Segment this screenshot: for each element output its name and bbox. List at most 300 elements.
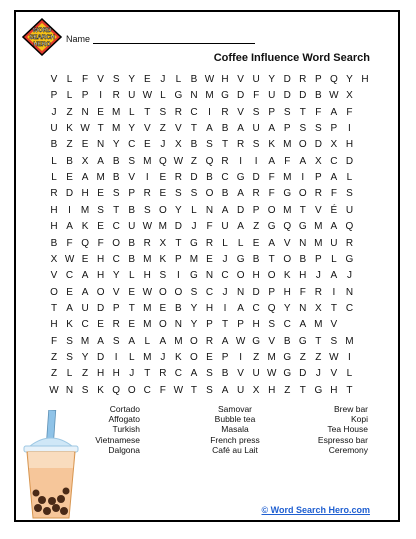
grid-letter[interactable]: C [221, 172, 229, 184]
grid-letter[interactable]: E [143, 139, 151, 151]
grid-letter[interactable]: L [128, 106, 135, 118]
grid-letter[interactable]: R [112, 90, 120, 102]
grid-letter[interactable]: W [142, 90, 153, 102]
grid-letter[interactable]: M [143, 351, 152, 363]
grid-letter[interactable]: X [315, 155, 322, 167]
grid-letter[interactable]: N [299, 302, 307, 314]
grid-letter[interactable]: R [143, 237, 151, 249]
grid-letter[interactable]: W [142, 221, 153, 233]
grid-letter[interactable]: H [97, 253, 105, 265]
grid-letter[interactable]: T [346, 384, 353, 396]
grid-letter[interactable]: T [221, 139, 229, 151]
grid-letter[interactable]: X [252, 384, 260, 396]
grid-letter[interactable]: U [252, 368, 260, 380]
grid-letter[interactable]: V [330, 368, 338, 380]
grid-letter[interactable]: S [190, 188, 198, 200]
grid-letter[interactable]: T [144, 106, 151, 118]
grid-letter[interactable]: S [268, 319, 276, 331]
grid-letter[interactable]: P [315, 172, 322, 184]
grid-letter[interactable]: W [173, 384, 184, 396]
grid-letter[interactable]: E [97, 188, 104, 200]
grid-letter[interactable]: A [330, 270, 338, 282]
grid-letter[interactable]: R [143, 188, 151, 200]
grid-letter[interactable]: P [283, 123, 291, 135]
grid-letter[interactable]: T [97, 123, 104, 135]
grid-letter[interactable]: T [144, 368, 151, 380]
grid-letter[interactable]: B [252, 253, 260, 265]
grid-letter[interactable]: S [112, 74, 120, 85]
grid-letter[interactable]: U [252, 74, 260, 85]
grid-letter[interactable]: H [81, 188, 89, 200]
grid-letter[interactable]: V [143, 123, 151, 135]
grid-letter[interactable]: M [314, 221, 323, 233]
grid-letter[interactable]: E [66, 172, 73, 184]
grid-letter[interactable]: P [221, 351, 229, 363]
grid-letter[interactable]: I [223, 302, 227, 314]
grid-letter[interactable]: O [267, 204, 276, 216]
grid-letter[interactable]: O [283, 253, 292, 265]
grid-letter[interactable]: T [299, 106, 306, 118]
grid-letter[interactable]: B [128, 237, 136, 249]
grid-letter[interactable]: D [314, 139, 322, 151]
grid-letter[interactable]: M [143, 302, 152, 314]
grid-letter[interactable]: É [330, 204, 338, 216]
grid-letter[interactable]: Z [315, 351, 322, 363]
grid-letter[interactable]: M [283, 172, 292, 184]
grid-letter[interactable]: A [97, 155, 104, 167]
grid-letter[interactable]: F [206, 221, 213, 233]
grid-letter[interactable]: C [174, 368, 182, 380]
grid-letter[interactable]: X [315, 302, 322, 314]
grid-letter[interactable]: L [175, 74, 182, 85]
grid-letter[interactable]: T [330, 302, 337, 314]
grid-letter[interactable]: L [51, 155, 57, 167]
grid-letter[interactable]: S [112, 335, 120, 347]
grid-letter[interactable]: B [128, 204, 136, 216]
grid-letter[interactable]: I [239, 155, 242, 167]
grid-letter[interactable]: T [299, 384, 306, 396]
grid-letter[interactable]: W [329, 90, 339, 102]
grid-letter[interactable]: R [50, 188, 58, 200]
grid-letter[interactable]: G [236, 172, 245, 184]
grid-letter[interactable]: A [268, 155, 276, 167]
grid-letter[interactable]: F [299, 286, 306, 298]
grid-letter[interactable]: S [66, 351, 73, 363]
grid-letter[interactable]: S [112, 188, 120, 200]
grid-letter[interactable]: L [237, 237, 244, 249]
credit-link[interactable]: © Word Search Hero.com [261, 505, 370, 515]
grid-letter[interactable]: Q [345, 221, 354, 233]
grid-letter[interactable]: H [143, 270, 151, 282]
grid-letter[interactable]: V [283, 237, 291, 249]
grid-letter[interactable]: A [330, 106, 338, 118]
grid-letter[interactable]: C [143, 384, 151, 396]
grid-letter[interactable]: H [112, 368, 120, 380]
grid-letter[interactable]: L [128, 351, 135, 363]
grid-letter[interactable]: B [315, 90, 322, 102]
grid-letter[interactable]: Y [190, 319, 198, 331]
grid-letter[interactable]: W [64, 253, 75, 265]
grid-letter[interactable]: Y [268, 74, 276, 85]
grid-letter[interactable]: Q [330, 74, 338, 85]
grid-letter[interactable]: A [159, 335, 167, 347]
grid-letter[interactable]: Q [283, 221, 292, 233]
grid-letter[interactable]: I [348, 123, 351, 135]
grid-letter[interactable]: R [299, 74, 307, 85]
grid-letter[interactable]: H [50, 221, 58, 233]
grid-letter[interactable]: M [143, 319, 152, 331]
grid-letter[interactable]: B [221, 368, 229, 380]
grid-letter[interactable]: B [128, 253, 136, 265]
grid-letter[interactable]: W [204, 74, 215, 85]
grid-letter[interactable]: H [330, 384, 338, 396]
grid-letter[interactable]: P [330, 123, 338, 135]
grid-letter[interactable]: O [158, 319, 167, 331]
grid-letter[interactable]: H [345, 139, 354, 151]
grid-letter[interactable]: Z [66, 106, 73, 118]
grid-letter[interactable]: M [345, 335, 354, 347]
grid-letter[interactable]: I [348, 351, 351, 363]
grid-letter[interactable]: X [50, 253, 58, 265]
grid-letter[interactable]: H [268, 384, 276, 396]
grid-letter[interactable]: P [50, 90, 58, 102]
grid-letter[interactable]: D [252, 172, 260, 184]
grid-letter[interactable]: K [66, 123, 73, 135]
grid-letter[interactable]: I [99, 90, 103, 102]
grid-letter[interactable]: S [283, 106, 291, 118]
grid-letter[interactable]: M [143, 155, 152, 167]
grid-letter[interactable]: R [112, 319, 120, 331]
grid-letter[interactable]: J [346, 270, 352, 282]
grid-letter[interactable]: O [158, 204, 167, 216]
grid-letter[interactable]: U [50, 123, 58, 135]
grid-letter[interactable]: F [284, 155, 291, 167]
grid-letter[interactable]: P [268, 286, 276, 298]
grid-letter[interactable]: D [174, 221, 182, 233]
grid-letter[interactable]: J [222, 286, 228, 298]
grid-letter[interactable]: J [51, 106, 57, 118]
grid-letter[interactable]: F [315, 106, 322, 118]
grid-letter[interactable]: P [252, 204, 260, 216]
grid-letter[interactable]: A [221, 204, 229, 216]
grid-letter[interactable]: S [346, 188, 353, 200]
grid-letter[interactable]: S [330, 335, 338, 347]
grid-letter[interactable]: C [205, 286, 214, 298]
grid-letter[interactable]: E [97, 221, 104, 233]
grid-letter[interactable]: N [190, 90, 198, 102]
grid-letter[interactable]: D [283, 74, 291, 85]
grid-letter[interactable]: N [205, 270, 214, 282]
grid-letter[interactable]: F [268, 172, 275, 184]
grid-letter[interactable]: B [299, 253, 307, 265]
grid-letter[interactable]: L [66, 90, 73, 102]
grid-letter[interactable]: D [190, 172, 198, 184]
grid-letter[interactable]: B [206, 172, 213, 184]
grid-letter[interactable]: I [208, 106, 211, 118]
grid-letter[interactable]: W [142, 286, 153, 298]
grid-letter[interactable]: S [66, 335, 73, 347]
grid-letter[interactable]: B [221, 123, 229, 135]
grid-letter[interactable]: H [50, 319, 58, 331]
grid-letter[interactable]: W [49, 384, 59, 396]
grid-letter[interactable]: J [160, 74, 166, 85]
grid-letter[interactable]: G [267, 221, 276, 233]
grid-letter[interactable]: A [81, 172, 89, 184]
grid-letter[interactable]: P [81, 90, 89, 102]
grid-letter[interactable]: R [159, 368, 167, 380]
grid-letter[interactable]: G [283, 351, 292, 363]
grid-letter[interactable]: T [268, 253, 275, 265]
grid-letter[interactable]: A [81, 270, 89, 282]
grid-letter[interactable]: I [332, 286, 336, 298]
grid-letter[interactable]: X [175, 139, 182, 151]
grid-letter[interactable]: K [66, 319, 73, 331]
grid-letter[interactable]: H [97, 270, 105, 282]
grid-letter[interactable]: P [315, 253, 322, 265]
grid-letter[interactable]: X [159, 237, 167, 249]
grid-letter[interactable]: G [252, 335, 261, 347]
grid-letter[interactable]: V [330, 319, 338, 331]
grid-letter[interactable]: K [268, 139, 276, 151]
grid-letter[interactable]: K [159, 253, 167, 265]
grid-letter[interactable]: D [299, 90, 307, 102]
grid-letter[interactable]: O [112, 237, 121, 249]
grid-letter[interactable]: R [345, 237, 354, 249]
grid-letter[interactable]: Z [159, 123, 166, 135]
grid-letter[interactable]: C [345, 302, 354, 314]
grid-letter[interactable]: M [174, 335, 183, 347]
grid-letter[interactable]: T [175, 237, 182, 249]
grid-letter[interactable]: N [345, 286, 354, 298]
grid-letter[interactable]: C [221, 270, 229, 282]
grid-letter[interactable]: O [236, 270, 245, 282]
grid-letter[interactable]: Q [81, 237, 89, 249]
grid-letter[interactable]: D [283, 90, 291, 102]
grid-letter[interactable]: S [206, 139, 213, 151]
grid-letter[interactable]: G [283, 368, 292, 380]
grid-letter[interactable]: A [190, 368, 198, 380]
grid-letter[interactable]: Y [283, 302, 291, 314]
grid-letter[interactable]: F [159, 384, 166, 396]
grid-letter[interactable]: D [345, 155, 354, 167]
grid-letter[interactable]: D [252, 286, 260, 298]
grid-letter[interactable]: K [97, 384, 104, 396]
grid-letter[interactable]: O [96, 286, 105, 298]
grid-letter[interactable]: A [237, 221, 244, 233]
grid-letter[interactable]: X [330, 139, 338, 151]
grid-letter[interactable]: Y [81, 351, 89, 363]
grid-letter[interactable]: R [221, 155, 229, 167]
grid-letter[interactable]: F [97, 237, 104, 249]
grid-letter[interactable]: D [97, 302, 105, 314]
grid-letter[interactable]: K [81, 221, 89, 233]
grid-letter[interactable]: Q [205, 155, 214, 167]
grid-letter[interactable]: H [252, 270, 260, 282]
grid-letter[interactable]: O [174, 286, 183, 298]
grid-letter[interactable]: J [222, 253, 228, 265]
grid-letter[interactable]: U [330, 237, 338, 249]
grid-letter[interactable]: T [50, 302, 58, 314]
name-line[interactable] [93, 34, 255, 44]
grid-letter[interactable]: G [190, 270, 198, 282]
grid-letter[interactable]: Y [128, 123, 136, 135]
grid-letter[interactable]: Q [158, 155, 167, 167]
grid-letter[interactable]: G [283, 188, 292, 200]
grid-letter[interactable]: N [97, 139, 105, 151]
grid-letter[interactable]: S [252, 139, 260, 151]
grid-letter[interactable]: I [114, 351, 118, 363]
grid-letter[interactable]: U [128, 90, 136, 102]
grid-letter[interactable]: E [159, 302, 167, 314]
grid-letter[interactable]: O [127, 384, 136, 396]
grid-letter[interactable]: T [190, 384, 197, 396]
grid-letter[interactable]: L [222, 237, 228, 249]
grid-letter[interactable]: D [299, 368, 307, 380]
grid-letter[interactable]: M [112, 123, 121, 135]
grid-letter[interactable]: V [50, 74, 58, 85]
grid-letter[interactable]: E [143, 74, 151, 85]
grid-letter[interactable]: G [298, 335, 307, 347]
grid-letter[interactable]: G [236, 253, 245, 265]
grid-letter[interactable]: A [221, 384, 229, 396]
grid-letter[interactable]: K [283, 270, 291, 282]
grid-letter[interactable]: R [174, 106, 182, 118]
grid-letter[interactable]: O [50, 286, 58, 298]
grid-letter[interactable]: G [174, 90, 183, 102]
grid-letter[interactable]: E [159, 172, 167, 184]
grid-letter[interactable]: A [66, 221, 73, 233]
grid-letter[interactable]: W [329, 351, 339, 363]
grid-letter[interactable]: H [361, 74, 369, 85]
grid-letter[interactable]: P [112, 302, 120, 314]
grid-letter[interactable]: F [253, 90, 260, 102]
grid-letter[interactable]: N [236, 286, 245, 298]
grid-letter[interactable]: W [235, 335, 246, 347]
grid-letter[interactable]: S [159, 106, 167, 118]
grid-letter[interactable]: C [190, 106, 198, 118]
grid-letter[interactable]: L [128, 270, 135, 282]
grid-letter[interactable]: M [80, 204, 90, 216]
grid-letter[interactable]: U [345, 204, 354, 216]
grid-letter[interactable]: H [97, 368, 105, 380]
grid-letter[interactable]: M [80, 335, 90, 347]
grid-letter[interactable]: H [221, 74, 229, 85]
grid-letter[interactable]: L [160, 90, 166, 102]
grid-letter[interactable]: B [50, 139, 58, 151]
grid-letter[interactable]: J [129, 368, 135, 380]
grid-letter[interactable]: X [81, 155, 89, 167]
grid-letter[interactable]: A [237, 123, 244, 135]
grid-letter[interactable]: E [252, 237, 260, 249]
grid-letter[interactable]: R [221, 106, 229, 118]
grid-letter[interactable]: W [173, 155, 184, 167]
grid-letter[interactable]: N [205, 204, 214, 216]
grid-letter[interactable]: E [66, 286, 73, 298]
grid-letter[interactable]: J [160, 351, 166, 363]
grid-letter[interactable]: A [299, 319, 307, 331]
grid-letter[interactable]: S [143, 204, 151, 216]
grid-letter[interactable]: B [50, 237, 58, 249]
grid-letter[interactable]: V [237, 106, 244, 118]
grid-letter[interactable]: X [346, 90, 353, 102]
grid-letter[interactable]: Z [66, 139, 73, 151]
grid-letter[interactable]: V [237, 74, 244, 85]
grid-letter[interactable]: Y [112, 270, 120, 282]
grid-letter[interactable]: U [268, 90, 276, 102]
grid-letter[interactable]: U [81, 302, 89, 314]
grid-letter[interactable]: O [298, 139, 307, 151]
grid-letter[interactable]: T [221, 319, 229, 331]
grid-letter[interactable]: M [314, 319, 323, 331]
grid-letter[interactable]: M [267, 351, 276, 363]
grid-letter[interactable]: S [252, 106, 260, 118]
grid-letter[interactable]: N [299, 237, 307, 249]
grid-letter[interactable]: A [330, 172, 338, 184]
grid-letter[interactable]: A [66, 302, 73, 314]
grid-letter[interactable]: O [190, 351, 198, 363]
grid-letter[interactable]: T [128, 302, 135, 314]
grid-letter[interactable]: A [221, 335, 229, 347]
grid-letter[interactable]: M [283, 139, 292, 151]
grid-letter[interactable]: N [174, 319, 182, 331]
grid-letter[interactable]: Z [253, 221, 260, 233]
grid-letter[interactable]: C [65, 270, 74, 282]
grid-letter[interactable]: B [283, 335, 291, 347]
grid-letter[interactable]: A [97, 335, 104, 347]
grid-letter[interactable]: S [190, 286, 198, 298]
grid-letter[interactable]: Q [112, 384, 121, 396]
grid-letter[interactable]: U [128, 221, 136, 233]
grid-letter[interactable]: D [236, 204, 245, 216]
grid-letter[interactable]: W [80, 123, 90, 135]
grid-letter[interactable]: I [68, 204, 71, 216]
grid-letter[interactable]: L [66, 74, 73, 85]
grid-letter[interactable]: D [236, 90, 245, 102]
grid-letter[interactable]: E [97, 106, 104, 118]
grid-letter[interactable]: J [160, 139, 166, 151]
grid-letter[interactable]: C [283, 319, 291, 331]
grid-letter[interactable]: D [65, 188, 74, 200]
grid-letter[interactable]: S [175, 188, 182, 200]
grid-letter[interactable]: L [346, 172, 353, 184]
grid-letter[interactable]: L [144, 335, 151, 347]
grid-letter[interactable]: E [206, 253, 213, 265]
grid-letter[interactable]: F [346, 106, 353, 118]
grid-letter[interactable]: B [175, 302, 182, 314]
grid-letter[interactable]: I [145, 172, 149, 184]
grid-letter[interactable]: D [97, 351, 105, 363]
grid-letter[interactable]: J [191, 221, 197, 233]
grid-letter[interactable]: O [298, 188, 307, 200]
grid-letter[interactable]: G [190, 237, 198, 249]
grid-letter[interactable]: S [81, 384, 89, 396]
grid-letter[interactable]: L [331, 253, 337, 265]
grid-letter[interactable]: A [237, 188, 244, 200]
grid-letter[interactable]: A [81, 286, 89, 298]
grid-letter[interactable]: F [268, 188, 275, 200]
grid-letter[interactable]: M [96, 172, 105, 184]
grid-letter[interactable]: A [268, 237, 276, 249]
grid-letter[interactable]: G [314, 384, 323, 396]
grid-letter[interactable]: U [252, 123, 260, 135]
grid-letter[interactable]: V [112, 286, 120, 298]
grid-letter[interactable]: R [314, 286, 322, 298]
grid-letter[interactable]: G [298, 221, 307, 233]
grid-letter[interactable]: M [283, 204, 292, 216]
grid-letter[interactable]: Y [346, 74, 353, 85]
grid-letter[interactable]: E [159, 188, 167, 200]
grid-letter[interactable]: B [112, 155, 120, 167]
